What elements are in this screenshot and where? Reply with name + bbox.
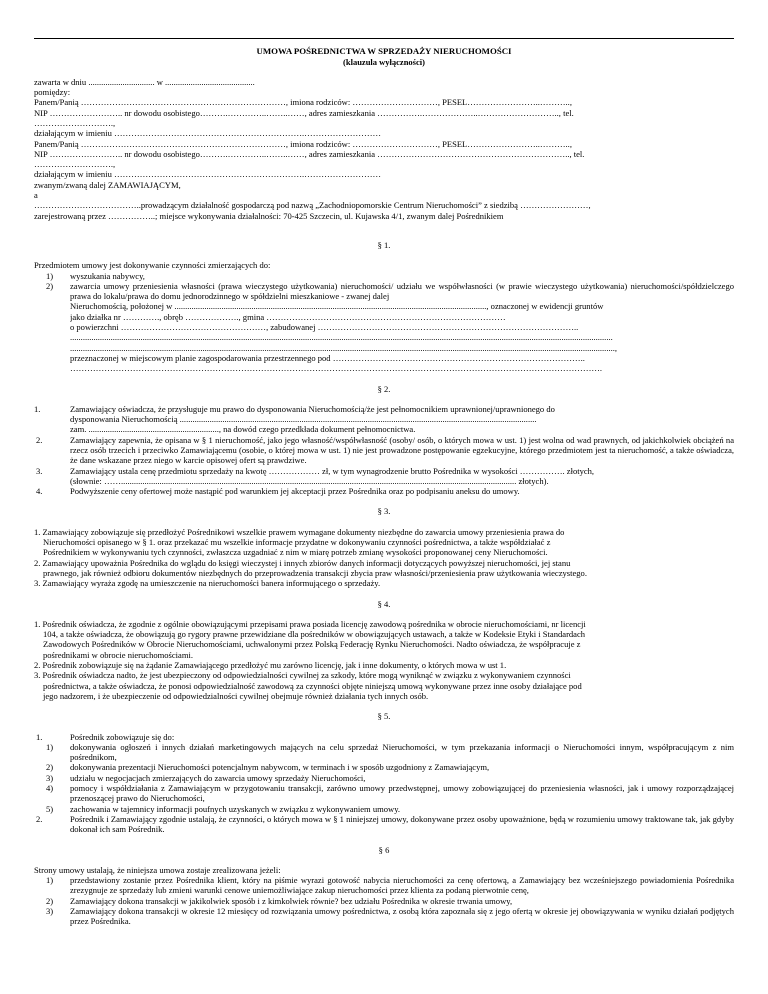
top-rule (34, 38, 734, 39)
ordering-party-label: zwanym/zwaną dalej ZAMAWIAJĄCYM, (34, 179, 181, 190)
party1-acting-line: działającym w imieniu ………………………………………………………….……………………… (34, 128, 382, 139)
party1-phone-line: ………………………., (34, 117, 116, 128)
list-item: 2. Pośrednik i Zamawiający zgodnie ustalają, że czynności, o których mowa w § 1 niniejszej umowy, dokonywane przez osoby upoważnione, będą w rozumieniu umowy traktowane tak, jak gdyby dokonał ich sam Pośrednik. (36, 813, 734, 835)
and-label: a (34, 190, 38, 201)
list-item: 1) dokonywania ogłoszeń i innych działań marketingowych mających na celu sprzedaż Nieruchomości, w tym przekazania informacji o Nieruchomości innym, współpracującym z nim pośrednikom, (46, 741, 734, 763)
property-details: Nieruchomością, położonej w .................................................................................................................................................., oznaczonej w ewidencji gruntów jako działka nr …………., obręb ………………., gmina ………………………………………………………………………… o powierzchni ……………………………………………, zabudowanej ……………………………………………………………………………….. .............................................................................................................................................................................................................................................................. ..............................................................................................................................................................................................................................................................., przeznaczonej w miejscowym planie zagospodarowania przestrzennego pod …………………………………………………………………………….. ……………………………………………………………………………………………………………………………………………………………………. (70, 301, 617, 374)
section-1-intro: Przedmiotem umowy jest dokonywanie czynności zmierzających do: (34, 260, 271, 271)
section-3: 1. Zamawiający zobowiązuje się przedłożyć Pośrednikowi wszelkie prawem wymagane dokumenty niezbędne do zawarcia umowy przeniesienia prawa do Nieruchomości opisanego w § 1. oraz przekazać mu wszelkie informacje przydatne w dokonywaniu czynności pośrednictwa, a także współdziałać z Pośrednikiem w wykonywaniu tych czynności, zwłaszcza uzgadniać z nim w miarę potrzeb zmianę wysokości proponowanej ceny Nieruchomości. 2. Zamawiający upoważnia Pośrednika do wglądu do księgi wieczystej i innych zbiorów danych informacji dotyczących powyższej nieruchomości, jej stanu prawnego, jak również odbioru dokumentów niezbędnych do przeprowadzenia transakcji zbycia praw własności/przeniesienia praw użytkowania wieczystego. 3. Zamawiający wyraża zgodę na umieszczenie na nieruchomości banera informującego o sprzedaży. (34, 526, 587, 589)
list-item: 1. Zamawiający oświadcza, że przysługuje mu prawo do dysponowania Nieruchomością/że jest pełnomocnikiem uprawnionej/uprawnionego do dysponowania Nieruchomością ....................................................................................................................................................................... zam. ............................................................., na dowód czego przedkłada dokument pełnomocnictwa. (34, 403, 555, 435)
list-item: 2) Zamawiający dokona transakcji w jakikolwiek sposób i z kimkolwiek równie? bez udziału Pośrednika w okresie trwania umowy, (46, 895, 513, 906)
section-1-heading: § 1. (377, 239, 391, 250)
section-5 (34, 732, 734, 835)
section-2-heading: § 2. (377, 383, 391, 394)
agent-registration-line: zarejestrowaną przez ……………..; miejsce wykonywania działalności: 70-425 Szczecin, ul. Kujawska 4/1, zwanym dalej Pośrednikiem (34, 210, 504, 221)
list-item: 3) udziału w negocjacjach zmierzających do zawarcia umowy sprzedaży Nieruchomości, (46, 772, 366, 783)
list-item: 2) zawarcia umowy przeniesienia własności (prawa wieczystego użytkowania) nieruchomości/ udziału we współwłasności (w prawie wieczystego użytkowania) nieruchomości/spółdzielczego prawa do lokalu/prawa do domu jednorodzinnego w spółdzielni mieszkaniowe - zwanej dalej (46, 280, 734, 302)
list-item: 5) zachowania w tajemnicy informacji poufnych uzyskanych w związku z wykonywaniem umowy. (46, 803, 401, 814)
section-6: Strony umowy ustalają, że niniejsza umowa zostaje zrealizowana jeżeli: 1) przedstawiony zostanie przez Pośrednika klient, który na piśmie wyrazi gotowość nabycia nieruchomości za cenę ofertową, a Zamawiający bez wcześniejszego powiadomienia Pośrednika zrezygnuje ze sprzedaży lub zmieni warunki cenowe uniemożliwiające zakup nieruchomości przez klienta za podaną pierwotnie cenę, 2) Zamawiający dokona transakcji w jakikolwiek sposób i z kimkolwiek równie? bez udziału Pośrednika w okresie trwania umowy, 3) Zamawiający dokona transakcji w okresie 12 miesięcy od rozwiązania umowy pośrednictwa, z osobą która zapoznała się z jego ofertą w okresie jej obowiązywania w wyniku działań podjętych przez Pośrednika. (34, 864, 734, 927)
party2-name-line: Panem/Panią ………………………………………………………………, imiona rodziców: …………………………, PESEL……………………..……….., (34, 138, 572, 149)
section-5-heading: § 5. (377, 711, 391, 722)
parties-block (34, 77, 734, 221)
party1-name-line: Panem/Panią ………………………………………………………………, imiona rodziców: …………………………, PESEL……………………..……….., (34, 97, 572, 108)
party2-phone-line: ………………………., (34, 159, 116, 170)
list-item: 2. Zamawiający zapewnia, że opisana w § 1 nieruchomość, jako jego własność/współwłasność (osoby/ osób, o których mowa w ust. 1) jest wolna od wad prawnych, od jakichkolwiek obciążeń na rzecz osób trzecich i przeciwko Zamawiającemu (osobie, o której mowa w ust. 1) nie jest prowadzone postępowanie egzekucyjne, którego przedmiotem jest ta nieruchomość, a także oświadcza, że dane wskazane przez niego w karcie opisowej ofert są prawdziwe. (36, 434, 734, 466)
between-label: pomiędzy: (34, 87, 71, 98)
section-4: 1. Pośrednik oświadcza, że zgodnie z ogólnie obowiązującymi przepisami prawa posiada licencję zawodową pośrednika w obrocie nieruchomościami, nr licencji 104, a także oświadcza, że obowiązują go rygory prawne przewidziane dla pośredników w obowiązujących ustawach, a także w Kodeksie Etyki i Standardach Zawodowych Pośredników w Obrocie Nieruchomościami, uchwalonymi przez Polską Federację Rynku Nieruchomości. Nadto oświadcza, że współpracuje z pośrednikami w obrocie nieruchomościami. 2. Pośrednik zobowiązuje się na żądanie Zamawiającego przedłożyć mu zarówno licencję, jak i inne dokumenty, o których mowa w ust 1. 3. Pośrednik oświadcza nadto, że jest ubezpieczony od odpowiedzialności cywilnej za szkody, które mogą wyniknąć w związku z wykonywaniem czynności pośrednictwa, a także oświadcza, że ponosi odpowiedzialność zawodową za czynności objęte niniejszą umową wykonywane przez inne osoby działające pod jego nadzorem, i że ubezpieczenie od odpowiedzialności cywilnej obejmuje również działania tych innych osób. (34, 618, 586, 701)
agent-line: ………………………………..prowadzącym działalność gospodarczą pod nazwą „Zachodniopomorskie Centrum Nieruchomości” z siedzibą ……………………, (34, 200, 591, 211)
list-item: 4) pomocy i współdziałania z Zamawiającym w przygotowaniu transakcji, zarówno umowy przedwstępnej, umowy zobowiązującej do przeniesienia własności, jak i umowy rozporządzającej przenoszącej prawo do Nieruchomości, (46, 783, 734, 804)
section-6-heading: § 6 (378, 844, 390, 855)
list-item: 1) przedstawiony zostanie przez Pośrednika klient, który na piśmie wyrazi gotowość nabycia nieruchomości za cenę ofertową, a Zamawiający bez wcześniejszego powiadomienia Pośrednika zrezygnuje ze sprzedaży lub zmieni warunki cenowe uniemożliwiające zakup nieruchomości przez klienta za podaną pierwotnie cenę, (46, 875, 734, 896)
list-item: 1. Pośrednik zobowiązuje się do: (36, 731, 175, 742)
list-item: 3) Zamawiający dokona transakcji w okresie 12 miesięcy od rozwiązania umowy pośrednictwa, z osobą która zapoznała się z jego ofertą w okresie jej obowiązywania w wyniku działań podjętych przez Pośrednika. (46, 905, 734, 927)
party1-nip-line: NIP …………………….. nr dowodu osobistego……….…………..……..……, adres zamieszkania …………….………………..……………………….., tel. (34, 107, 574, 118)
date-place-line: zawarta w dniu ............................... w .......................................... (34, 76, 255, 87)
list-item: 1) wyszukania nabywcy, (46, 270, 145, 281)
section-3-heading: § 3. (377, 506, 391, 517)
list-item: 4. Podwyższenie ceny ofertowej może nastąpić pod warunkiem jej akceptacji przez Pośrednika oraz po podpisaniu aneksu do umowy. (36, 486, 520, 497)
document-title: UMOWA POŚREDNICTWA W SPRZEDAŻY NIERUCHOMOŚCI (256, 46, 512, 56)
party2-nip-line: NIP …………………….. nr dowodu osobistego……….…………..……..……, adres zamieszkania ………………………………………………………….., tel. (34, 148, 585, 159)
section-1 (34, 260, 734, 373)
contract-page (34, 0, 734, 927)
list-item: 3. Zamawiający ustala cenę przedmiotu sprzedaży na kwotę ……………… zł, w tym wynagrodzenie brutto Pośrednika w wysokości ……………. złotych, (słownie: ……......................................................................................................................................................................................... złotych). (36, 465, 595, 486)
party2-acting-line: działającym w imieniu ………………………………………………………….……………………… (34, 169, 382, 180)
section-2 (34, 404, 734, 497)
document-subtitle: (klauzula wyłączności) (343, 56, 425, 67)
list-item: 2) dokonywania prezentacji Nieruchomości potencjalnym nabywcom, w terminach i w sposób uzgodniony z Zamawiającym, (46, 762, 490, 773)
section-4-heading: § 4. (377, 598, 391, 609)
